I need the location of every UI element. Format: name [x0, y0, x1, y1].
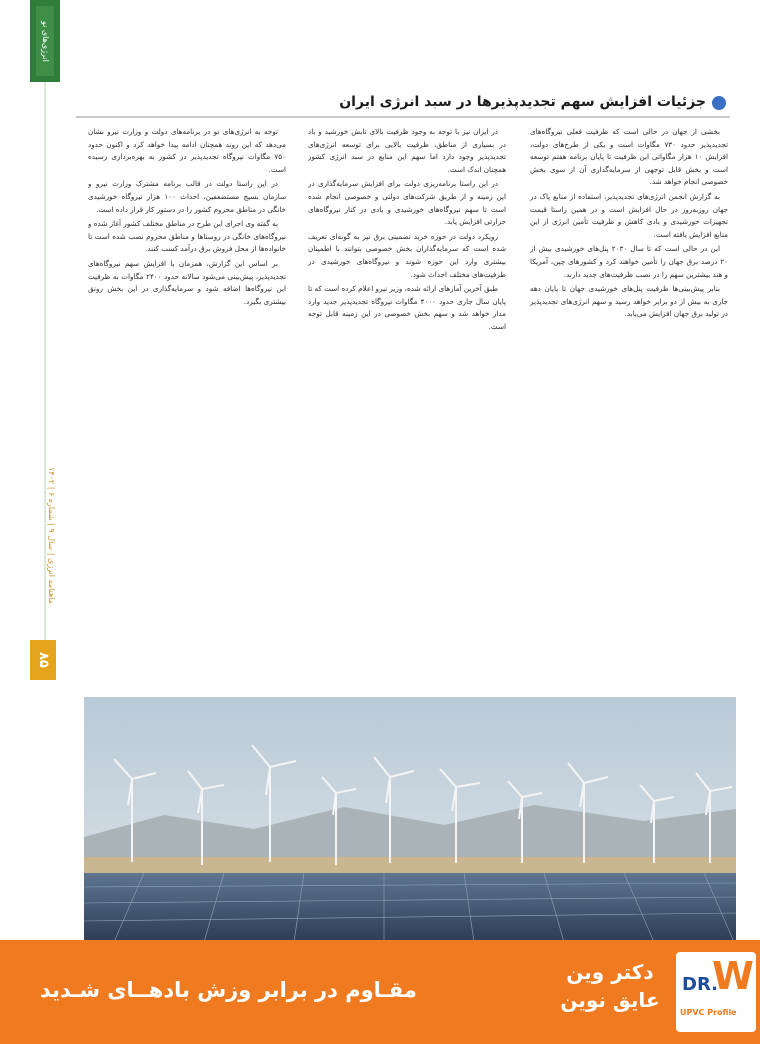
article-column-middle — [308, 126, 506, 696]
running-header: ماهنامه انرژی | سال ۹ | شماره ۶ | ۱۴۰۲ — [47, 466, 56, 604]
ad-brand-line2: عایق نوین — [560, 988, 660, 1012]
paragraph: رویکرد دولت در حوزه خرید تضمینی برق نیز به گونه‌ای تعریف شده است که سرمایه‌گذاران بخش خصوصی بتوانند با اطمینان بیشتری وارد این حوزه شوند و نیروگاه‌های خورشیدی در ظرفیت‌های مختلف احداث شود. — [308, 231, 506, 279]
paragraph: در این راستا برنامه‌ریزی دولت برای افزایش سرمایه‌گذاری در این زمینه و از طریق شرکت‌های دولتی و خصوصی انجام شده است تا سهم نیروگاه‌های خورشیدی و بادی در کنار نیروگاه‌های حرارتی افزایش یابد. — [308, 179, 506, 227]
logo-subtitle: UPVC Profile — [680, 1008, 737, 1017]
logo-w-text: W — [712, 954, 754, 998]
paragraph: در ایران نیز با توجه به وجود ظرفیت بالای تابش خورشید و باد در بسیاری از مناطق، ظرفیت بالایی برای توسعه انرژی‌های تجدیدپذیر وجود دارد اما سهم این منابع در سبد انرژی کشور همچنان اندک است. — [308, 127, 506, 174]
paragraph: بر اساس این گزارش، همزمان با افزایش سهم نیروگاه‌های تجدیدپذیر، پیش‌بینی می‌شود سالانه حدود ۲۴۰۰ مگاوات به ظرفیت این نیروگاه‌ها اضافه شود و سرمایه‌گذاری در این بخش رونق بیشتری بگیرد. — [88, 258, 286, 306]
drwin-logo — [676, 952, 756, 1032]
paragraph: این در حالی است که تا سال ۲۰۳۰ پنل‌های خورشیدی بیش از ۲۰ درصد برق جهان را تأمین خواهند کرد و کشورهای چین، آمریکا و هند بیشترین سهم را در نصب ظرفیت‌های جدید دارند. — [530, 244, 728, 279]
ad-brand-line1: دکتر وین — [566, 960, 654, 984]
paragraph: بنابر پیش‌بینی‌ها ظرفیت پنل‌های خورشیدی جهان تا پایان دهه جاری به بیش از دو برابر خواهد رسید و سهم انرژی‌های تجدیدپذیر در تولید برق جهان افزایش می‌یابد. — [530, 284, 728, 319]
bullet-icon — [712, 96, 726, 110]
page-number: ۸۵ — [30, 640, 56, 680]
ad-brand-name — [550, 958, 670, 1014]
logo-dr-text: DR. — [682, 974, 718, 995]
article-column-left — [88, 126, 286, 696]
ad-banner — [0, 940, 760, 1044]
paragraph: توجه به انرژی‌های نو در برنامه‌های دولت و وزارت نیرو نشان می‌دهد که این روند همچنان ادامه پیدا خواهد کرد و اکنون حدود ۷۵۰ مگاوات نیروگاه تجدیدپذیر در کشور به بهره‌برداری رسیده است. — [88, 127, 286, 174]
article-column-right — [530, 126, 728, 696]
article-header — [76, 94, 730, 118]
paragraph: در این راستا دولت در قالب برنامه مشترک وزارت نیرو و سازمان بسیج مستضعفین، احداث ۱۰۰ هزار نیروگاه خورشیدی خانگی در مناطق محروم کشور را در دستور کار قرار داده است. — [88, 179, 286, 214]
ad-slogan: مقـاوم در برابر وزش بادهــای شـدید — [40, 978, 417, 1002]
section-tab-label: انرژی‌های نو — [36, 6, 54, 76]
section-tab — [30, 0, 60, 82]
wind-solar-photo — [84, 697, 736, 942]
paragraph: طبق آخرین آمارهای ارائه شده، وزیر نیرو اعلام کرده است که تا پایان سال جاری حدود ۴۰۰۰ مگاوات نیروگاه تجدیدپذیر جدید وارد مدار خواهد شد و سهم بخش خصوصی در این زمینه قابل توجه است. — [308, 284, 506, 331]
paragraph: بخشی از جهان در حالی است که ظرفیت فعلی نیروگاه‌های تجدیدپذیر حدود ۷۳۰ مگاوات است و یکی از طرح‌های دولت، افزایش ۱۰ هزار مگاواتی این ظرفیت تا پایان برنامه هفتم توسعه است و بخش قابل توجهی از سرمایه‌گذاری آن از سوی بخش خصوصی انجام خواهد شد. — [530, 127, 728, 187]
paragraph: به گزارش انجمن انرژی‌های تجدیدپذیر، استفاده از منابع پاک در جهان روزبه‌روز در حال افزایش است و در همین راستا قیمت تجهیزات خورشیدی و بادی کاهش و ظرفیت تأمین انرژی از این منابع افزایش یافته است. — [530, 191, 728, 239]
paragraph: به گفته وی اجرای این طرح در مناطق مختلف کشور آغاز شده و نیروگاه‌های خانگی در روستاها و مناطق محروم نصب شده است تا خانواده‌ها از محل فروش برق درآمد کسب کنند. — [88, 219, 286, 254]
article-title: جزئیات افزایش سهم تجدیدپذیرها در سبد انرژی ایران — [339, 94, 706, 110]
